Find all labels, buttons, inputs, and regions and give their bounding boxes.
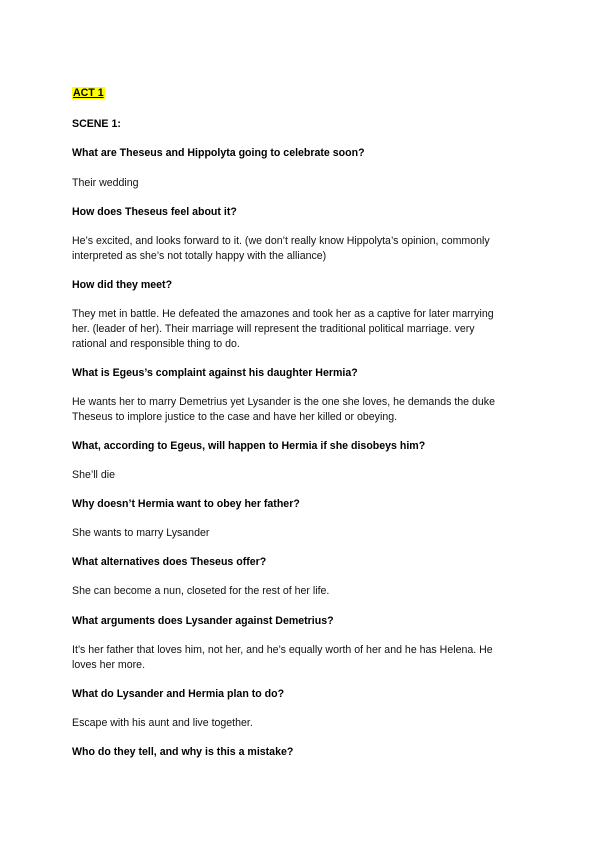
question-3: How did they meet? [72, 279, 173, 291]
question-10: Who do they tell, and why is this a mistake? [72, 746, 294, 758]
answer-3-line-1: They met in battle. He defeated the amazones and took her as a captive for later marrying [72, 308, 494, 320]
act-label: ACT 1 [73, 87, 104, 99]
question-6: Why doesn’t Hermia want to obey her father? [72, 498, 300, 510]
scene-heading: SCENE 1: [72, 118, 121, 130]
answer-7-line-1: She can become a nun, closeted for the rest of her life. [72, 585, 330, 597]
answer-4-line-2: Theseus to implore justice to the case and have her killed or obeying. [72, 411, 398, 423]
question-2: How does Theseus feel about it? [72, 206, 237, 218]
answer-3-line-2: her. (leader of her). Their marriage will represent the traditional political marriage. very [72, 323, 475, 335]
question-4: What is Egeus’s complaint against his daughter Hermia? [72, 367, 358, 379]
question-9: What do Lysander and Hermia plan to do? [72, 688, 285, 700]
answer-8-line-1: It’s her father that loves him, not her, and he’s equally worth of her and he has Helena. He [72, 644, 493, 656]
act-heading [72, 86, 105, 100]
answer-2-line-2: interpreted as she’s not totally happy with the alliance) [72, 250, 327, 262]
answer-3-line-3: rational and responsible thing to do. [72, 338, 240, 350]
question-8: What arguments does Lysander against Demetrius? [72, 615, 334, 627]
answer-5-line-1: She’ll die [72, 469, 115, 481]
question-5: What, according to Egeus, will happen to Hermia if she disobeys him? [72, 440, 426, 452]
answer-8-line-2: loves her more. [72, 659, 146, 671]
question-7: What alternatives does Theseus offer? [72, 556, 267, 568]
answer-1-line-1: Their wedding [72, 177, 139, 189]
answer-4-line-1: He wants her to marry Demetrius yet Lysander is the one she loves, he demands the duke [72, 396, 495, 408]
answer-9-line-1: Escape with his aunt and live together. [72, 717, 253, 729]
answer-6-line-1: She wants to marry Lysander [72, 527, 210, 539]
answer-2-line-1: He’s excited, and looks forward to it. (we don’t really know Hippolyta’s opinion, commonly [72, 235, 490, 247]
question-1: What are Theseus and Hippolyta going to celebrate soon? [72, 147, 365, 159]
